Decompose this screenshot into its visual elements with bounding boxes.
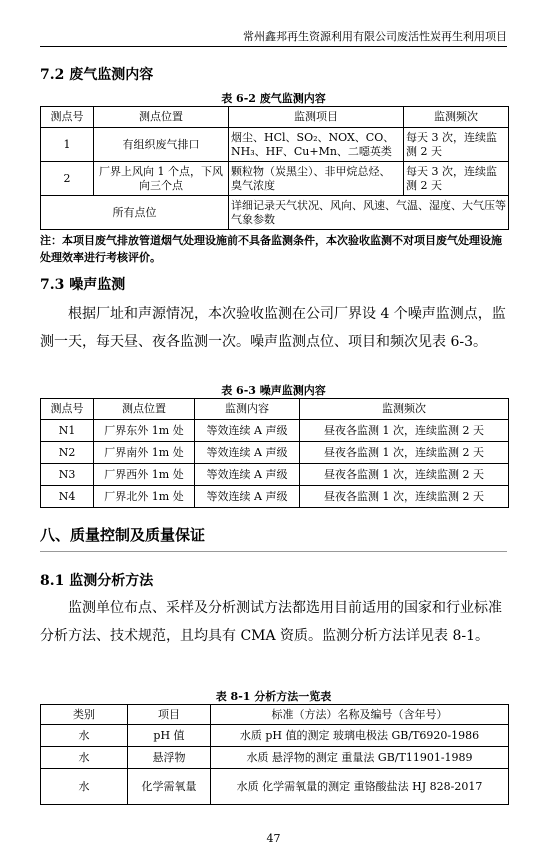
paragraph: 监测单位布点、采样及分析测试方法都选用目前适用的国家和行业标准分析方法、技术规范，且均具有 CMA 资质。监测分析方法详见表 8-1。 [40,600,502,644]
col-header: 监测项目 [229,107,404,128]
cell-pos: 厂界南外 1m 处 [94,442,195,464]
cell-freq: 昼夜各监测 1 次，连续监测 2 天 [300,486,509,508]
col-header: 标准（方法）名称及编号（含年号） [211,705,509,725]
table-row [41,196,509,230]
cell-id: 2 [41,162,94,196]
cell-id: 1 [41,128,94,162]
cell-pos: 厂界上风向 1 个点，下风向三个点 [94,162,229,196]
table-row [41,769,509,805]
table-row [41,725,509,747]
cell-standard: 水质 pH 值的测定 玻璃电极法 GB/T6920-1986 [211,725,509,747]
table-row [41,464,509,486]
cell-id: N2 [41,442,94,464]
col-header: 监测频次 [300,399,509,420]
page-number: 47 [266,832,281,845]
cell-content: 等效连续 A 声级 [195,442,300,464]
cell-pos: 所有点位 [41,196,229,230]
cell-pos: 有组织废气排口 [94,128,229,162]
col-header: 监测内容 [195,399,300,420]
chapter-8-title: 八、质量控制及质量保证 [40,524,507,552]
cell-content: 等效连续 A 声级 [195,420,300,442]
cell-id: N4 [41,486,94,508]
running-header: 常州鑫邦再生资源利用有限公司废活性炭再生利用项目 [40,28,507,47]
paragraph: 根据厂址和声源情况，本次验收监测在公司厂界设 4 个噪声监测点，监测一天，每天昼、夜各监测一次。噪声监测点位、项目和频次见表 6-3。 [40,306,506,350]
cell-item: pH 值 [128,725,211,747]
col-header: 测点号 [41,107,94,128]
cell-items: 详细记录天气状况、风向、风速、气温、湿度、大气压等气象参数 [229,196,509,230]
cell-freq: 昼夜各监测 1 次，连续监测 2 天 [300,420,509,442]
cell-pos: 厂界北外 1m 处 [94,486,195,508]
cell-standard: 水质 悬浮物的测定 重量法 GB/T11901-1989 [211,747,509,769]
table-8-1 [40,704,509,805]
cell-id: N1 [41,420,94,442]
col-header: 类别 [41,705,128,725]
table-8-1-caption: 表 8-1 分析方法一览表 [215,690,332,703]
cell-category: 水 [41,769,128,805]
cell-items: 烟尘、HCl、SO₂、NOX、CO、NH₃、HF、Cu+Mn、二噁英类 [229,128,404,162]
cell-item: 化学需氧量 [128,769,211,805]
cell-id: N3 [41,464,94,486]
table-note: 注：本项目废气排放管道烟气处理设施前不具备监测条件，本次验收监测不对项目废气处理设施处理效率进行考核评价。 [40,234,502,264]
col-header: 测点位置 [94,107,229,128]
cell-freq: 每天 3 次，连续监测 2 天 [404,162,509,196]
cell-pos: 厂界西外 1m 处 [94,464,195,486]
cell-pos: 厂界东外 1m 处 [94,420,195,442]
cell-standard: 水质 化学需氧量的测定 重铬酸盐法 HJ 828-2017 [211,769,509,805]
cell-category: 水 [41,747,128,769]
table-row [41,442,509,464]
table-row [41,486,509,508]
table-row [41,747,509,769]
section-7-3-title: 7.3 噪声监测 [40,277,126,293]
cell-freq: 昼夜各监测 1 次，连续监测 2 天 [300,442,509,464]
cell-content: 等效连续 A 声级 [195,464,300,486]
table-row [41,420,509,442]
section-8-1-title: 8.1 监测分析方法 [40,573,154,589]
table-6-3-caption: 表 6-3 噪声监测内容 [221,384,326,397]
table-row [41,162,509,196]
col-header: 监测频次 [404,107,509,128]
table-6-2 [40,106,509,230]
cell-freq: 每天 3 次，连续监测 2 天 [404,128,509,162]
cell-content: 等效连续 A 声级 [195,486,300,508]
col-header: 测点号 [41,399,94,420]
cell-freq: 昼夜各监测 1 次，连续监测 2 天 [300,464,509,486]
table-6-3 [40,398,509,508]
table-6-2-caption: 表 6-2 废气监测内容 [221,92,326,105]
cell-items: 颗粒物（炭黑尘）、非甲烷总烃、臭气浓度 [229,162,404,196]
cell-item: 悬浮物 [128,747,211,769]
table-row [41,128,509,162]
col-header: 测点位置 [94,399,195,420]
cell-category: 水 [41,725,128,747]
col-header: 项目 [128,705,211,725]
section-7-2-title: 7.2 废气监测内容 [40,67,154,83]
